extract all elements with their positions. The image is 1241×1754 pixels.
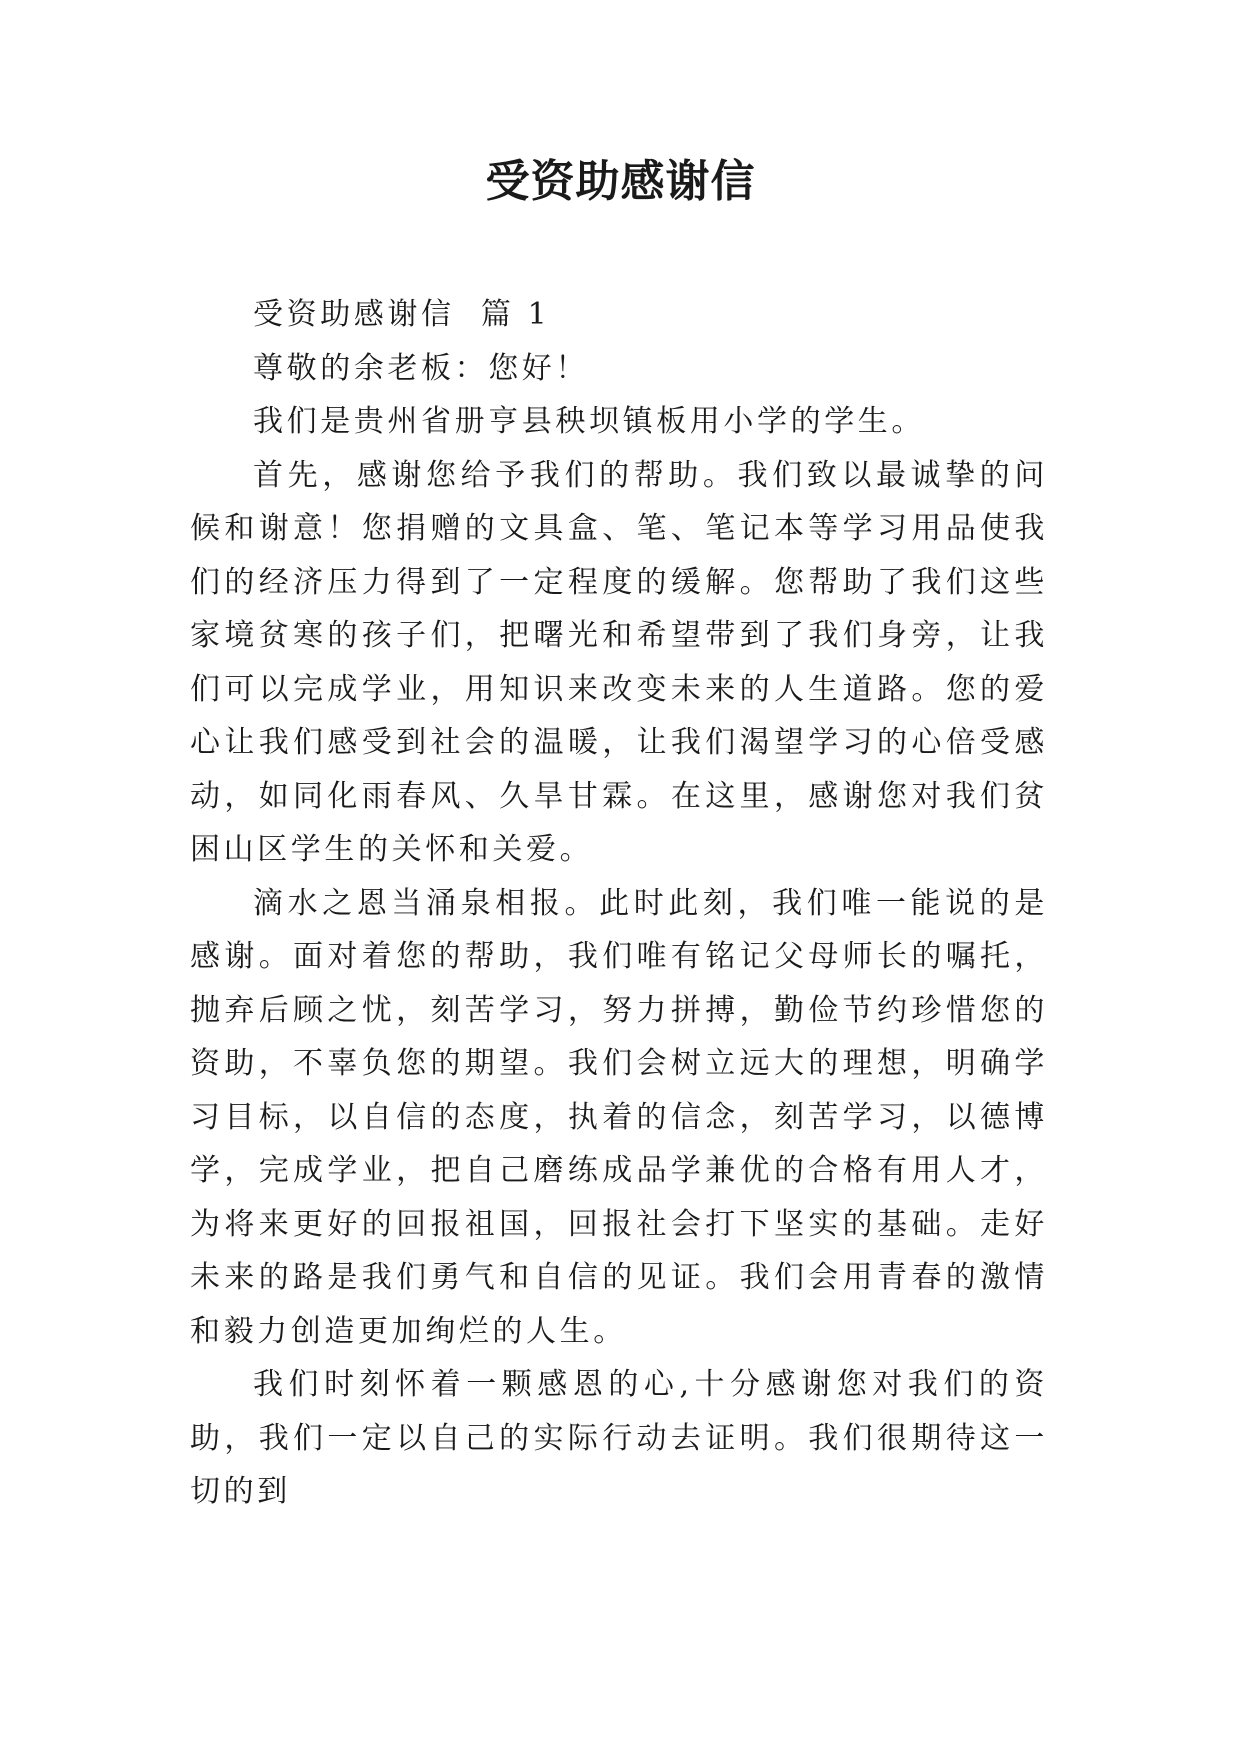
document-body [190,288,1048,1519]
paragraph-closing: 我们时刻怀着一颗感恩的心,十分感谢您对我们的资助，我们一定以自己的实际行动去证明。我们很期待这一切的到 [190,1367,1048,1509]
document-title: 受资助感谢信 [485,156,756,207]
paragraph-commitment: 滴水之恩当涌泉相报。此时此刻，我们唯一能说的是感谢。面对着您的帮助，我们唯有铭记父母师长的嘱托，抛弃后顾之忧，刻苦学习，努力拼搏，勤俭节约珍惜您的资助，不辜负您的期望。我们会树立远大的理想，明确学习目标，以自信的态度，执着的信念，刻苦学习，以德博学，完成学业，把自己磨练成品学兼优的合格有用人才，为将来更好的回报祖国，回报社会打下坚实的基础。走好未来的路是我们勇气和自信的见证。我们会用青春的激情和毅力创造更加绚烂的人生。 [190,885,1048,1349]
salutation: 尊敬的余老板：您好！ [253,350,589,386]
paragraph-thanks: 首先，感谢您给予我们的帮助。我们致以最诚挚的问候和谢意！您捐赠的文具盒、笔、笔记本等学习用品使我们的经济压力得到了一定程度的缓解。您帮助了我们这些家境贫寒的孩子们，把曙光和希望带到了我们身旁，让我们可以完成学业，用知识来改变未来的人生道路。您的爱心让我们感受到社会的温暖，让我们渴望学习的心倍受感动，如同化雨春风、久旱甘霖。在这里，感谢您对我们贫困山区学生的关怀和关爱。 [190,457,1048,867]
paragraph-intro: 我们是贵州省册亨县秧坝镇板用小学的学生。 [253,404,925,439]
section-heading: 受资助感谢信 篇 1 [253,297,551,332]
